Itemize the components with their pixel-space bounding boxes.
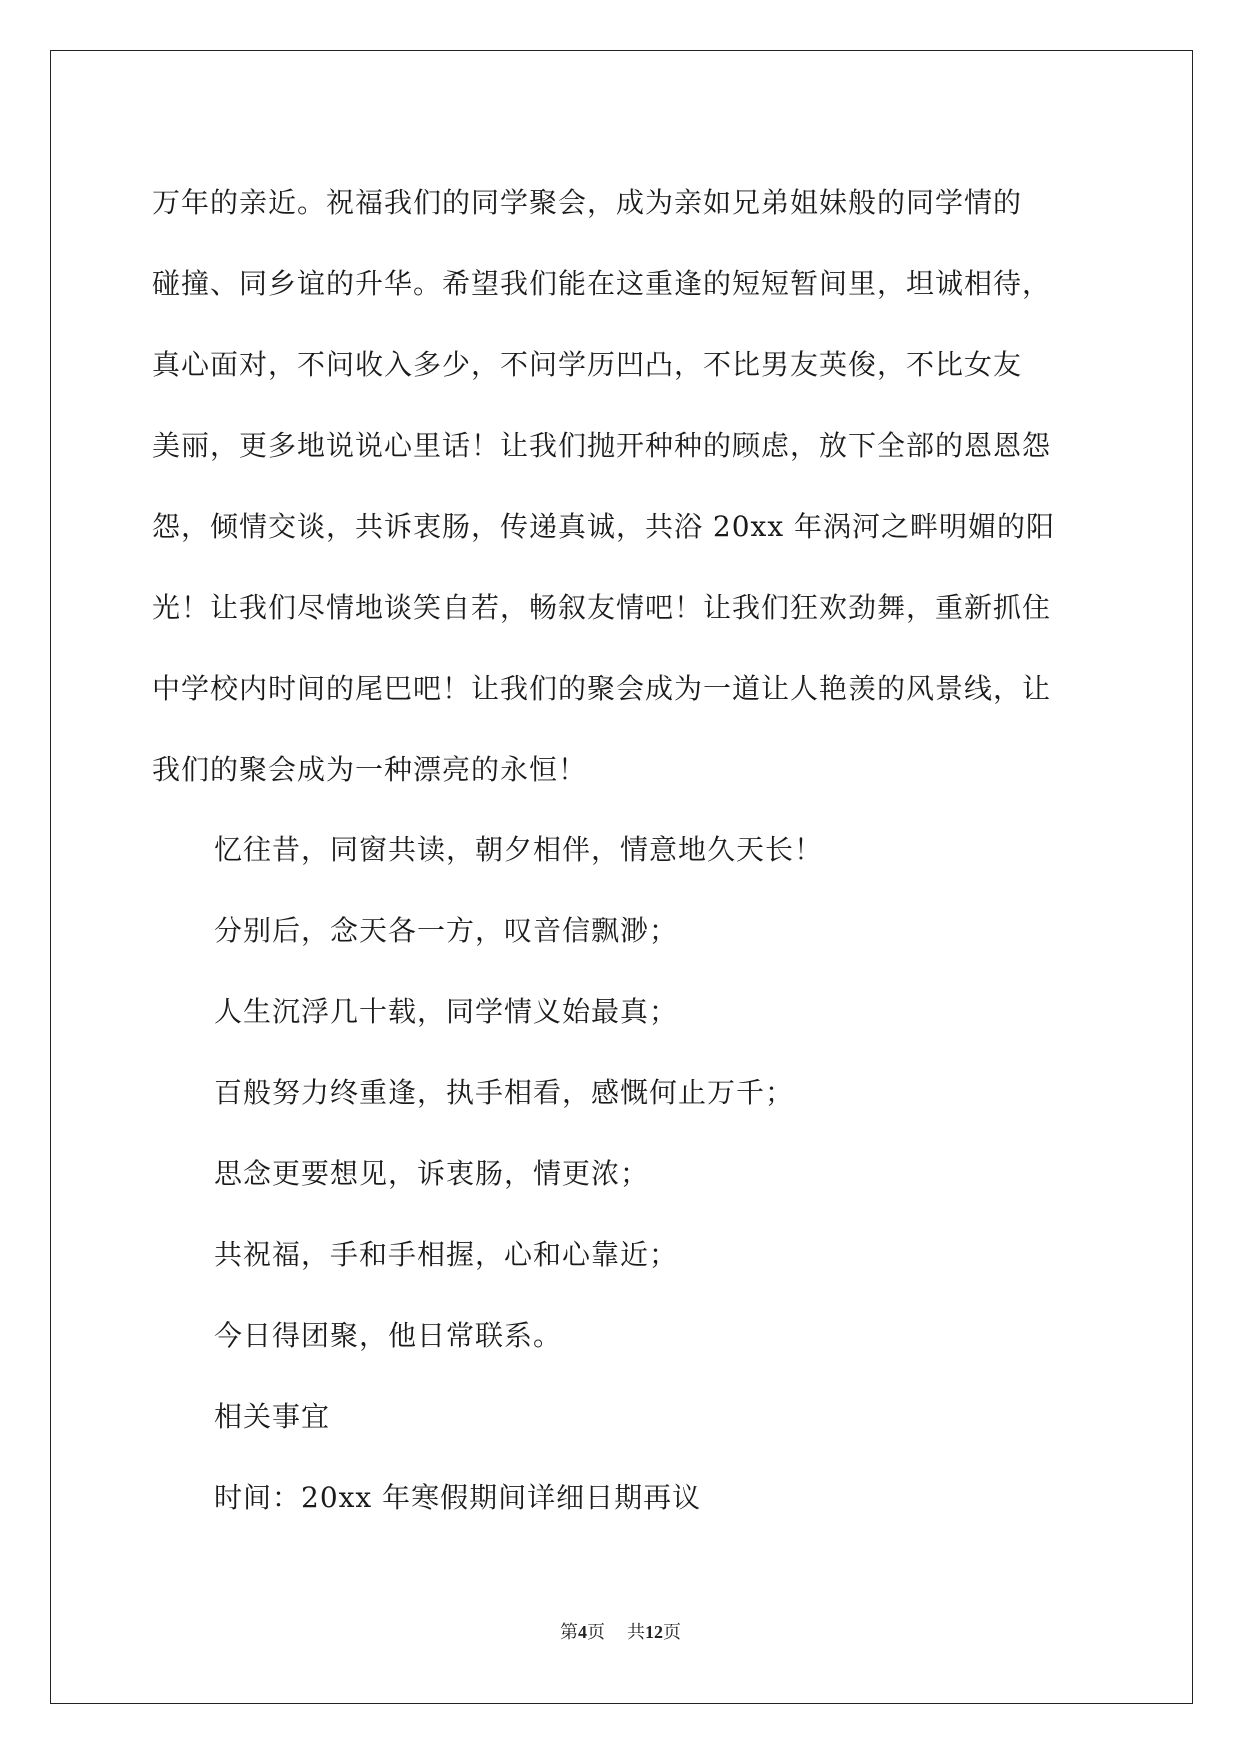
- event-time: 时间：20xx 年寒假期间详细日期再议: [214, 1481, 702, 1514]
- poem-and-details: [214, 809, 1114, 1538]
- footer-page-suffix: 页: [587, 1622, 605, 1642]
- paragraph-line: 碰撞、同乡谊的升华。希望我们能在这重逢的短短暂间里，坦诚相待，: [152, 267, 1052, 300]
- poem-line: 忆往昔，同窗共读，朝夕相伴，情意地久天长！: [214, 833, 824, 866]
- paragraph-line: 光！让我们尽情地谈笑自若，畅叙友情吧！让我们狂欢劲舞，重新抓住: [152, 591, 1052, 624]
- poem-line: 思念更要想见，诉衷肠，情更浓；: [214, 1157, 650, 1190]
- poem-line: 百般努力终重逢，执手相看，感慨何止万千；: [214, 1076, 795, 1109]
- poem-line: 分别后，念天各一方，叹音信飘渺；: [214, 914, 679, 947]
- poem-line: 共祝福，手和手相握，心和心靠近；: [214, 1238, 679, 1271]
- paragraph-line: 中学校内时间的尾巴吧！让我们的聚会成为一道让人艳羡的风景线，让: [152, 672, 1052, 705]
- page-footer: [0, 1618, 1241, 1644]
- footer-total-suffix: 页: [663, 1622, 681, 1642]
- body-paragraph: [152, 162, 1112, 810]
- poem-line: 今日得团聚，他日常联系。: [214, 1319, 563, 1352]
- paragraph-line: 怨，倾情交谈，共诉衷肠，传递真诚，共浴 20xx 年涡河之畔明媚的阳: [152, 510, 1056, 543]
- poem-line: 人生沉浮几十载，同学情义始最真；: [214, 995, 679, 1028]
- footer-total-pages: 12: [645, 1622, 663, 1642]
- footer-page-number: 4: [578, 1622, 587, 1642]
- paragraph-line: 美丽，更多地说说心里话！让我们抛开种种的顾虑，放下全部的恩恩怨: [152, 429, 1052, 462]
- paragraph-line: 万年的亲近。祝福我们的同学聚会，成为亲如兄弟姐妹般的同学情的: [152, 186, 1023, 219]
- footer-page-prefix: 第: [560, 1622, 578, 1642]
- footer-total-prefix: 共: [627, 1622, 645, 1642]
- section-heading: 相关事宜: [214, 1400, 331, 1433]
- paragraph-line: 真心面对，不问收入多少，不问学历凹凸，不比男友英俊，不比女友: [152, 348, 1023, 381]
- paragraph-line: 我们的聚会成为一种漂亮的永恒！: [152, 753, 588, 786]
